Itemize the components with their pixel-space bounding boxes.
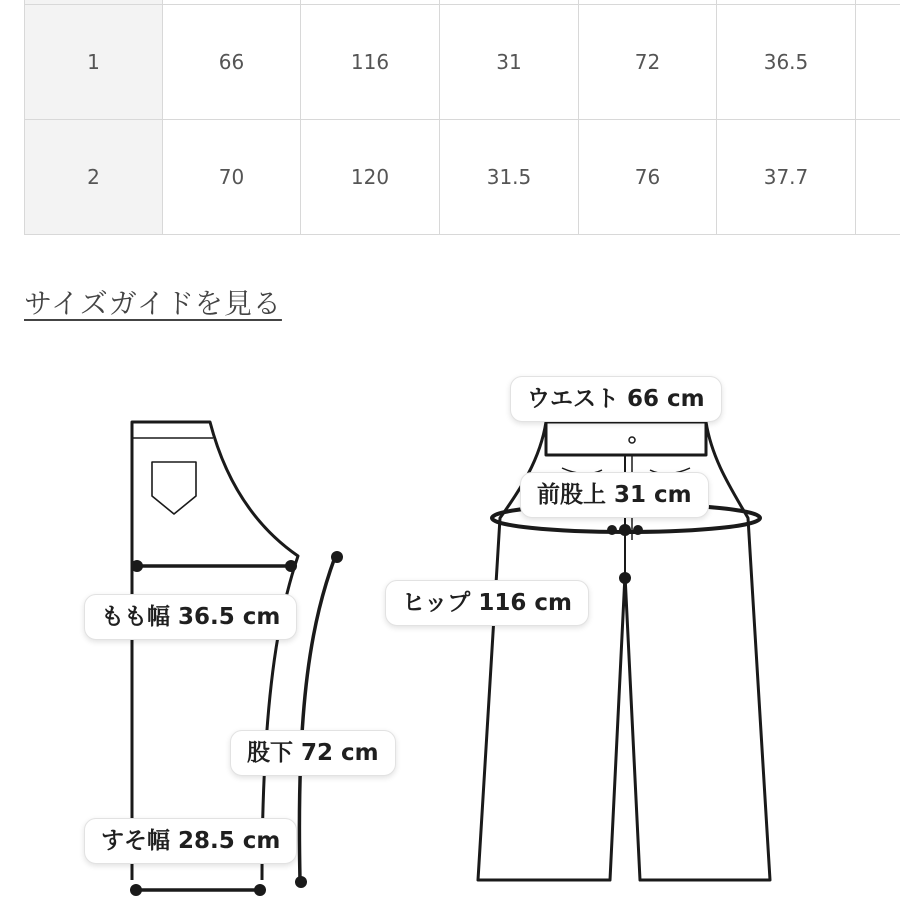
- waist-cell: 66: [163, 5, 301, 120]
- waist-cell: 70: [163, 120, 301, 235]
- hip-cell: 120: [301, 120, 440, 235]
- hip-label: ヒップ 116 cm: [385, 580, 589, 626]
- front-view-pants: [478, 381, 770, 881]
- front-rise-cell: 31: [440, 5, 579, 120]
- inseam-cell: 76: [579, 120, 717, 235]
- size-cell: 1: [25, 5, 163, 120]
- size-guide-link[interactable]: サイズガイドを見る: [24, 287, 282, 320]
- hem-label: すそ幅 28.5 cm: [84, 818, 297, 864]
- front-rise-label: 前股上 31 cm: [520, 472, 709, 518]
- waist-label: ウエスト 66 cm: [510, 376, 722, 422]
- hip-cell: 116: [301, 5, 440, 120]
- inseam-cell: 72: [579, 5, 717, 120]
- thigh-label: もも幅 36.5 cm: [84, 594, 297, 640]
- front-rise-cell: 31.5: [440, 120, 579, 235]
- inseam-label: 股下 72 cm: [230, 730, 396, 776]
- size-cell: 2: [25, 120, 163, 235]
- thigh-cell: 36.5: [717, 5, 856, 120]
- thigh-cell: 37.7: [717, 120, 856, 235]
